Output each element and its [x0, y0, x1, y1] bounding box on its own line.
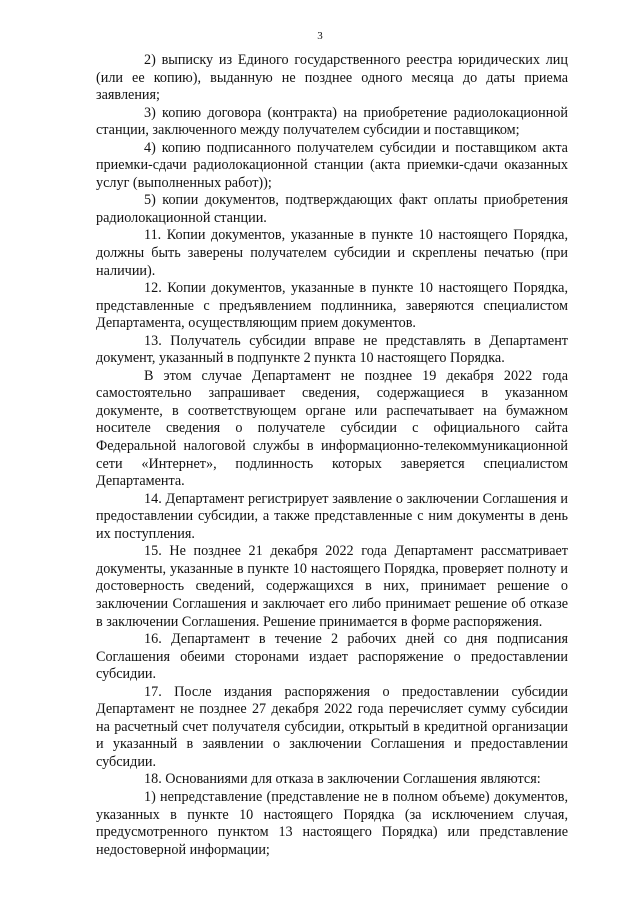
paragraph-clause-16: 16. Департамент в течение 2 рабочих дней со дня подписания Соглашения обеими сторонами издает распоряжение о предоставлении субсидии. [96, 631, 568, 683]
paragraph-clause-18: 18. Основаниями для отказа в заключении Соглашения являются: [144, 771, 541, 788]
paragraph-clause-13: 13. Получатель субсидии вправе не представлять в Департамент документ, указанный в подпункте 2 пункта 10 настоящего Порядка. [96, 332, 568, 367]
paragraph-clause-14: 14. Департамент регистрирует заявление о заключении Соглашения и предоставлении субсидии, а также представленные с ним документы в день их поступления. [96, 490, 568, 542]
paragraph-item-2: 2) выписку из Единого государственного реестра юридических лиц (или ее копию), выданную не позднее одного месяца до даты приема заявления; [96, 52, 568, 104]
paragraph-item-5: 5) копии документов, подтверждающих факт оплаты приобретения радиолокационной станции. [96, 192, 568, 226]
paragraph-clause-15: 15. Не позднее 21 декабря 2022 года Департамент рассматривает документы, указанные в пункте 10 настоящего Порядка, проверяет полноту и достоверность сведений, содержащихся в них, принимает решение о заключении Соглашения и заключает его либо принимает решение об отказе в заключении Соглашения. Решение принимается в форме распоряжения. [96, 543, 568, 630]
paragraph-clause-13-continuation: В этом случае Департамент не позднее 19 декабря 2022 года самостоятельно запрашивает сведения, содержащиеся в указанном документе, в соответствующем органе или распечатывает на бумажном носителе сведения о получателе субсидии с официального сайта Федеральной налоговой службы в информационно-телекоммуникационной сети «Интернет», подлинность которых заверяется специалистом Департамента. [96, 367, 568, 490]
paragraph-clause-11: 11. Копии документов, указанные в пункте 10 настоящего Порядка, должны быть заверены получателем субсидии и скреплены печатью (при наличии). [96, 227, 568, 279]
paragraph-clause-12: 12. Копии документов, указанные в пункте 10 настоящего Порядка, представленные с предъявлением подлинника, заверяются специалистом Департамента, осуществляющим прием документов. [96, 280, 568, 332]
paragraph-item-3: 3) копию договора (контракта) на приобретение радиолокационной станции, заключенного между получателем субсидии и поставщиком; [96, 104, 568, 139]
paragraph-clause-17: 17. После издания распоряжения о предоставлении субсидии Департамент не позднее 27 декабря 2022 года перечисляет сумму субсидии на расчетный счет получателя субсидии, открытый в кредитной организации и указанный в заявлении о заключении Соглашения и предоставлении субсидии. [96, 683, 568, 770]
paragraph-item-4: 4) копию подписанного получателем субсидии и поставщиком акта приемки-сдачи радиолокационной станции (акта приемки-сдачи оказанных услуг (выполненных работ)); [96, 139, 568, 191]
document-body [96, 52, 568, 859]
page-number: 3 [317, 30, 323, 42]
paragraph-clause-18-item-1: 1) непредставление (представление не в полном объеме) документов, указанных в пункте 10 настоящего Порядка (за исключением случая, предусмотренного пунктом 13 настоящего Порядка) или представление недостоверной информации; [96, 788, 568, 858]
